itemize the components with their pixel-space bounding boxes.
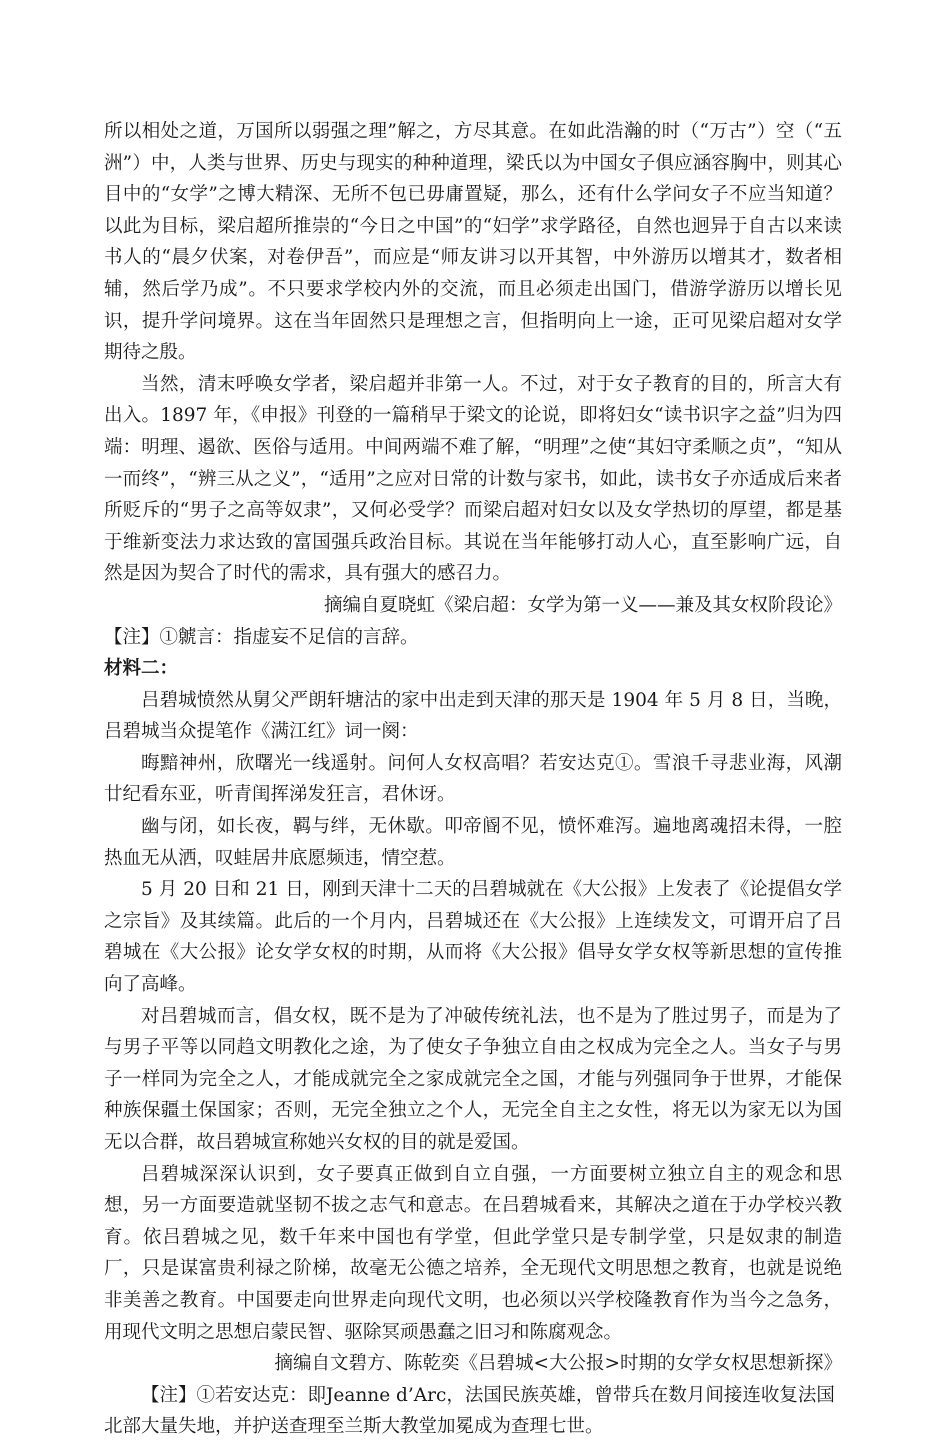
paragraph: 当然，清末呼唤女学者，梁启超并非第一人。不过，对于女子教育的目的，所言大有出入。1897 年，《申报》刊登的一篇稍早于梁文的论说，即将妇女“读书识字之益”归为四端：明理、遏欲、医俗与适用。中间两端不难了解，“明理”之使“其妇守柔顺之贞”，“知从一而终”，“辨三从之义”，“适用”之应对日常的计数与家书，如此，读书女子亦适成后来者所贬斥的“男子之高等奴隶”，又何必受学？而梁启超对妇女以及女学热切的厚望，都是基于维新变法力求达致的富国强兵政治目标。其说在当年能够打动人心，直至影响广远，自然是因为契合了时代的需求，具有强大的感召力。 bbox=[104, 373, 842, 585]
poem-stanza: 幽与闭，如长夜，羁与绊，无休歇。叩帝阍不见，愤怀难泻。遍地离魂招未得，一腔热血无从洒，叹蛙居井底愿频违，情空惹。 bbox=[104, 816, 842, 869]
section-heading: 材料二： bbox=[104, 658, 179, 680]
paragraph: 所以相处之道，万国所以弱强之理”解之，方尽其意。在如此浩瀚的时（“万古”）空（“五洲”）中，人类与世界、历史与现实的种种道理，梁氏以为中国女子俱应涵容胸中，则其心目中的“女学”之博大精深、无所不包已毋庸置疑，那么，还有什么学问女子不应当知道？以此为目标，梁启超所推崇的“今日之中国”的“妇学”求学路径，自然也迥异于自古以来读书人的“晨夕伏案，对卷伊吾”，而应是“师友讲习以开其智，中外游历以增其才，数者相辅，然后学乃成”。不只要求学校内外的交流，而且必须走出国门，借游学游历以增长见识，提升学问境界。这在当年固然只是理想之言，但指明向上一途，正可见梁启超对女学期待之殷。 bbox=[104, 121, 842, 364]
paragraph: 吕碧城愤然从舅父严朗轩塘沽的家中出走到天津的那天是 1904 年 5 月 8 日，当晚，吕碧城当众提笔作《满江红》词一阕： bbox=[104, 689, 842, 743]
paragraph: 5 月 20 日和 21 日，刚到天津十二天的吕碧城就在《大公报》上发表了《论提倡女学之宗旨》及其续篇。此后的一个月内，吕碧城还在《大公报》上连续发文，可谓开启了吕碧城在《大公报》论女学女权的时期，从而将《大公报》倡导女学女权等新思想的宣传推向了高峰。 bbox=[104, 879, 842, 996]
source-citation: 摘编自文碧方、陈乾奕《吕碧城<大公报>时期的女学女权思想新探》 bbox=[274, 1353, 842, 1375]
paragraph: 对吕碧城而言，倡女权，既不是为了冲破传统礼法，也不是为了胜过男子，而是为了与男子平等以同趋文明教化之途，为了使女子争独立自由之权成为完全之人。当女子与男子一样同为完全之人，才能成就完全之家成就完全之国，才能与列强同争于世界，才能保种族保疆土保国家；否则，无完全独立之个人，无完全自主之女性，将无以为家无以为国无以合群，故吕碧城宣称她兴女权的目的就是爱国。 bbox=[104, 1005, 842, 1153]
footnote: 【注】①虩言：指虚妄不足信的言辞。 bbox=[104, 626, 419, 648]
footnote: 【注】①若安达克：即Jeanne d’Arc，法国民族英雄，曾带兵在数月间接连收复法国北部大量失地，并护送查理至兰斯大教堂加冕成为查理七世。 bbox=[104, 1384, 835, 1438]
paragraph: 吕碧城深深认识到，女子要真正做到自立自强，一方面要树立独立自主的观念和思想，另一方面要造就坚韧不拔之志气和意志。在吕碧城看来，其解决之道在于办学校兴教育。依吕碧城之见，数千年来中国也有学堂，但此学堂只是专制学堂，只是奴隶的制造厂，只是谋富贵利禄之阶梯，故毫无公德之培养，全无现代文明思想之教育，也就是说绝非美善之教育。中国要走向世界走向现代文明，也必须以兴学校隆教育作为当今之急务，用现代文明之思想启蒙民智、驱除冥顽愚蠢之旧习和陈腐观念。 bbox=[104, 1163, 842, 1343]
source-citation: 摘编自夏晓虹《梁启超：女学为第一义——兼及其女权阶段论》 bbox=[323, 594, 842, 616]
poem-stanza: 晦黯神州，欣曙光一线遥射。问何人女权高唱？若安达克①。雪浪千寻悲业海，风潮廿纪看东亚，听青闺挥涕发狂言，君休讶。 bbox=[104, 752, 842, 806]
document-page bbox=[104, 116, 842, 1443]
